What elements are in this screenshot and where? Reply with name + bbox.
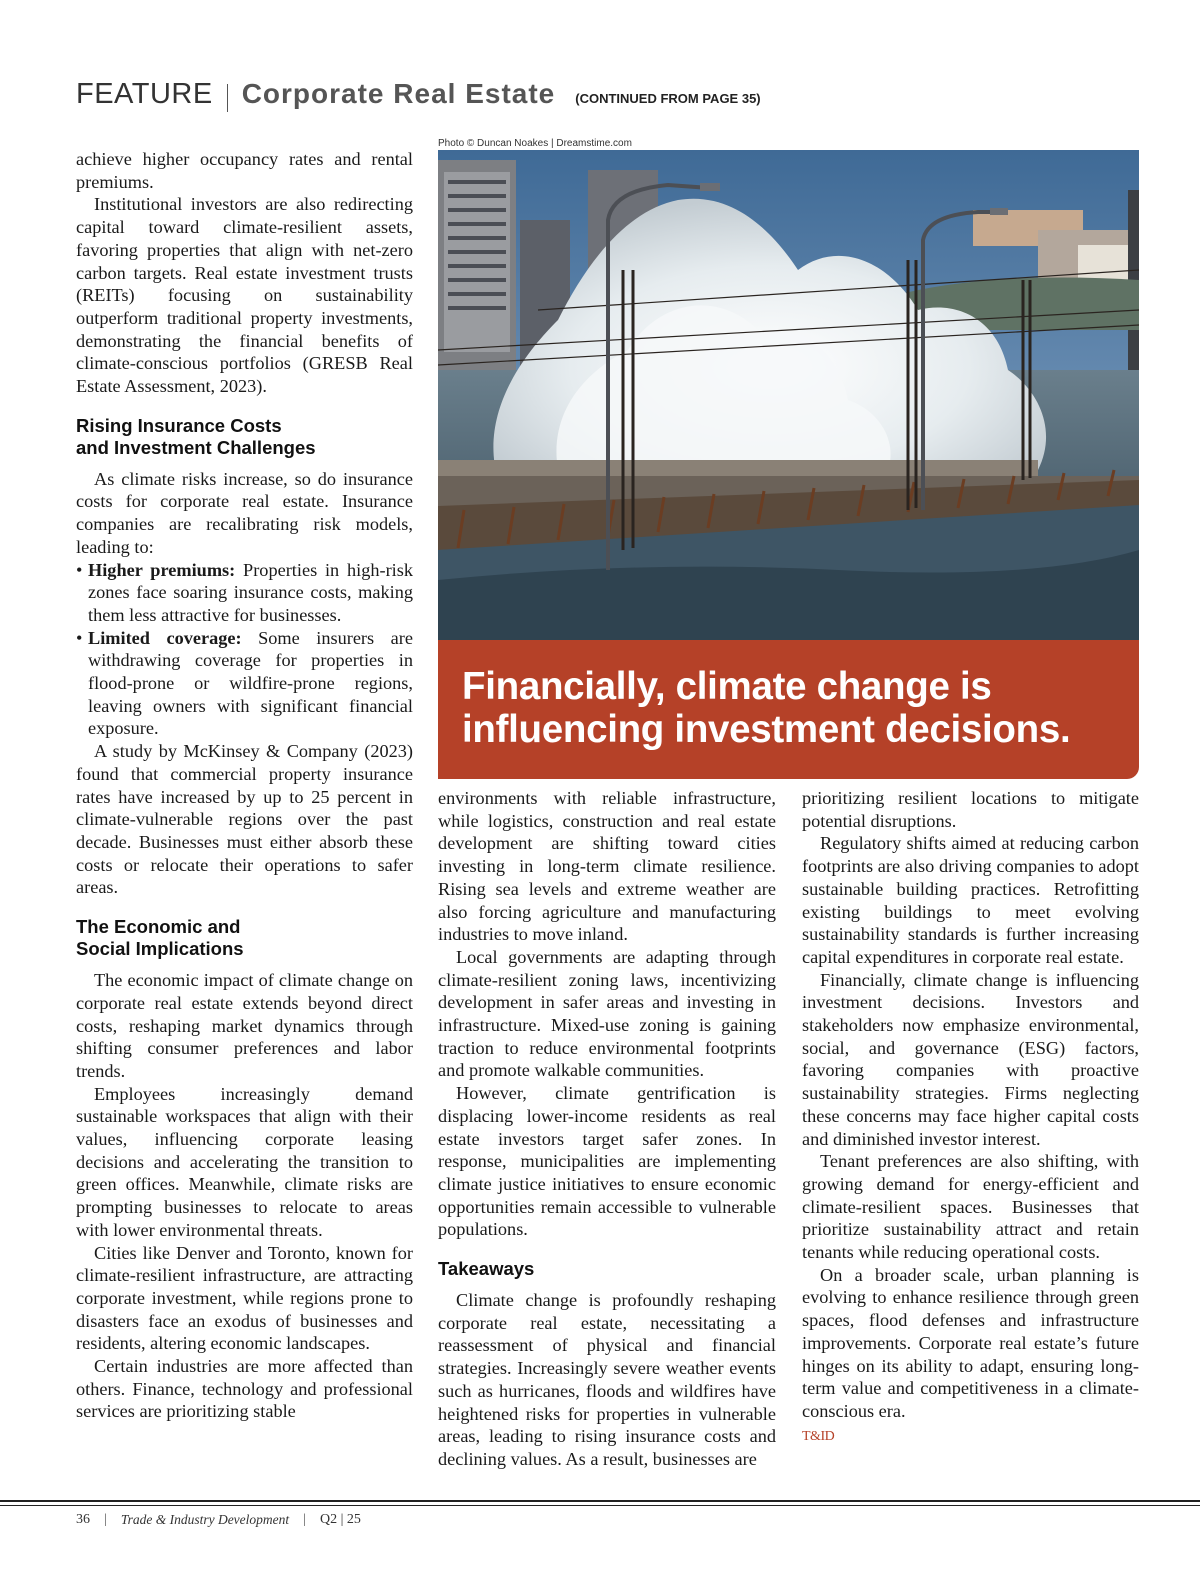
footer-divider: | [104,1512,107,1527]
pull-quote-text: Financially, climate change is influencing investment decisions. [462,665,1071,751]
page-footer [76,1512,361,1528]
page-number: 36 [76,1512,90,1527]
feature-label: FEATURE [76,78,213,110]
subheading-line: Social Implications [76,938,244,960]
list-item [76,627,413,741]
pull-quote-box [438,640,1139,779]
footer-rule [0,1505,1200,1506]
issue-label: Q2 | 25 [319,1512,361,1527]
article-column-2 [438,787,776,1471]
storm-wave-illustration [438,150,1139,640]
paragraph: A study by McKinsey & Company (2023) found that commercial property insurance rates have increased by up to 25 percent in climate-vulnerable regions over the past decade. Businesses must either absorb these costs or relocate their operations to safer areas. [76,741,413,898]
paragraph: However, climate gentrification is displacing lower-income residents as real estate investors target safer zones. In response, municipalities are implementing climate justice initiatives to ensure economic opportunities remain accessible to vulnerable populations. [438,1083,776,1240]
paragraph: prioritizing resilient locations to mitigate potential disruptions. [802,788,1139,831]
continued-note: (CONTINUED FROM PAGE 35) [575,91,761,106]
paragraph: Climate change is profoundly reshaping corporate real estate, necessitating a reassessment of physical and financial strategies. Increasingly severe weather events such as hurricanes, floods and wildfires have heightened risks for properties in vulnerable areas, leading to rising insurance costs and declining values. As a result, businesses are [438,1290,776,1469]
paragraph: Employees increasingly demand sustainable workspaces that align with their values, influencing corporate leasing decisions and accelerating the transition to green offices. Meanwhile, climate risks are prompting businesses to relocate to areas with lower environmental threats. [76,1083,413,1240]
paragraph: Institutional investors are also redirecting capital toward climate-resilient assets, favoring properties that align with net-zero carbon targets. Real estate investment trusts (REITs) focusing on sustainability outperform traditional property investments, demonstrating the financial benefits of climate-conscious portfolios (GRESB Real Estate Assessment, 2023). [76,194,413,397]
paragraph: Local governments are adapting through climate-resilient zoning laws, incentivizing development in safer areas and investing in infrastructure. Mixed-use zoning is gaining traction to reduce environmental footprints and promote walkable communities. [438,946,776,1081]
bullet-list [76,559,413,741]
section-title: Corporate Real Estate [241,78,556,109]
footer-rule [0,1500,1200,1502]
end-mark-line [802,1423,1139,1449]
article-column-1 [76,148,413,1423]
list-item-text: Some insurers are withdrawing coverage for properties in flood-prone or wildfire-prone regions, leaving owners with significant financial exposure. [88,627,413,739]
subheading-insurance [76,415,413,459]
article-column-3 [802,787,1139,1448]
list-item-text: Properties in high-risk zones face soaring insurance costs, making them less attractive for businesses. [88,559,413,625]
magazine-name: Trade & Industry Development [120,1512,290,1527]
subheading-line: Rising Insurance Costs [76,414,282,436]
paragraph: Cities like Denver and Toronto, known for climate-resilient infrastructure, are attracting corporate investment, while regions prone to disasters face an exodus of businesses and residents, altering economic landscapes. [76,1242,413,1354]
paragraph: Tenant preferences are also shifting, with growing demand for energy-efficient and climate-resilient spaces. Businesses that prioritize sustainability attract and retain tenants while reducing operational costs. [802,1151,1139,1263]
header-divider [227,84,228,112]
paragraph: Financially, climate change is influencing investment decisions. Investors and stakeholders now emphasize environmental, social, and governance (ESG) factors, favoring companies with proactive sustainability strategies. Firms neglecting these concerns may face higher capital costs and diminished investor interest. [802,969,1139,1149]
subheading-line: The Economic and [76,916,241,938]
paragraph: achieve higher occupancy rates and rental premiums. [76,149,413,192]
list-item-label: Limited coverage: [88,627,242,648]
page-header [76,78,761,118]
list-item [76,559,413,627]
subheading-line: and Investment Challenges [76,436,316,458]
subheading-takeaways: Takeaways [438,1258,535,1280]
paragraph: Certain industries are more affected than others. Finance, technology and professional services are prioritizing stable [76,1356,413,1422]
paragraph: Regulatory shifts aimed at reducing carbon footprints are also driving companies to adopt sustainable building practices. Retrofitting existing buildings to meet evolving sustainability standards is further increasing capital expenditures in corporate real estate. [802,833,1139,967]
subheading-economic [76,916,413,960]
end-mark: T&ID [802,1428,835,1444]
storm-wave-photo [438,150,1139,640]
photo-credit: Photo © Duncan Noakes | Dreamstime.com [438,138,632,149]
paragraph: The economic impact of climate change on corporate real estate extends beyond direct costs, reshaping market dynamics through shifting consumer preferences and labor trends. [76,970,413,1081]
paragraph: As climate risks increase, so do insurance costs for corporate real estate. Insurance companies are recalibrating risk models, leading to: [76,468,413,557]
paragraph: On a broader scale, urban planning is evolving to enhance resilience through green spaces, flood defenses and infrastructure improvements. Corporate real estate’s future hinges on its ability to adapt, ensuring long-term value and competitiveness in a climate-conscious era. [802,1264,1139,1421]
paragraph: environments with reliable infrastructure, while logistics, construction and real estate development are shifting toward cities investing in long-term climate resilience. Rising sea levels and extreme weather are also forcing agriculture and manufacturing industries to move inland. [438,788,776,945]
list-item-label: Higher premiums: [88,559,236,580]
footer-divider: | [303,1512,306,1527]
